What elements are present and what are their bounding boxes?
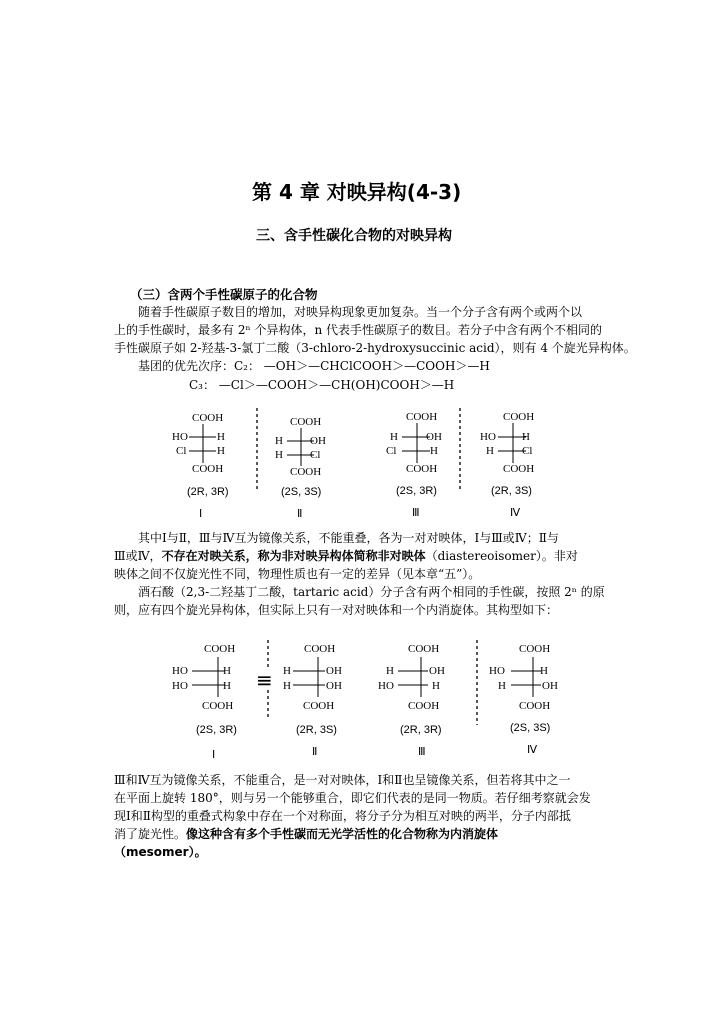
para3-line-1: Ⅲ和Ⅳ互为镜像关系，不能重合，是一对对映体，Ⅰ和Ⅱ也呈镜像关系，但若将其中之一 — [114, 773, 571, 787]
p3-r1-right: OH — [426, 431, 442, 443]
q4-r1-left: HO — [489, 665, 505, 677]
q4-top: COOH — [519, 643, 551, 655]
q4-r2-right: OH — [542, 680, 558, 692]
intro-line-2: 上的手性碳时，最多有 2ⁿ 个异构体，n 代表手性碳原子的数目。若分子中含有两个不相同的 — [114, 323, 603, 337]
priority-c3: C₃： —Cl＞—COOH＞—CH(OH)COOH＞—H — [189, 378, 455, 392]
p1-numeral: Ⅰ — [199, 508, 203, 520]
q2-r2-right: OH — [326, 680, 342, 692]
q1-top: COOH — [204, 643, 236, 655]
p2-bottom: COOH — [290, 466, 322, 478]
p3-bottom: COOH — [406, 463, 438, 475]
intro-line-3: 手性碳原子如 2-羟基-3-氯丁二酸（3-chloro-2-hydroxysuccinic acid），则有 4 个旋光异构体。 — [114, 341, 636, 355]
q2-r1-left: H — [283, 665, 291, 677]
q1-bottom: COOH — [202, 700, 234, 712]
para3-line-5-bold: （mesomer）。 — [114, 845, 207, 859]
p1-r2-left: Cl — [176, 445, 187, 457]
q3-r2-right: H — [432, 680, 440, 692]
q1-config: (2S, 3R) — [196, 724, 237, 736]
q2-r2-left: H — [283, 680, 291, 692]
q3-numeral: Ⅲ — [418, 746, 426, 758]
para2-line-4: 酒石酸（2,3-二羟基丁二酸，tartaric acid）分子含有两个相同的手性碳，按照 2ⁿ 的原 — [138, 585, 605, 599]
p1-r2-right: H — [217, 445, 225, 457]
para3-line-5 — [114, 842, 207, 862]
intro-line-1: 随着手性碳原子数目的增加，对映异构现象更加复杂。当一个分子含有两个或两个以 — [138, 305, 583, 319]
para2-line-2-b: （diastereoisomer）。非对 — [425, 549, 578, 563]
para2-line-2-bold: 不存在对映关系，称为非对映异构体简称非对映体 — [161, 549, 426, 563]
p2-numeral: Ⅱ — [297, 508, 303, 520]
q4-config: (2S, 3S) — [510, 722, 551, 734]
p4-r1-right: H — [522, 431, 530, 443]
para3-line-4-bold: 像这种含有多个手性碳而无光学活性的化合物称为内消旋体 — [186, 827, 499, 841]
p2-config: (2S, 3S) — [281, 486, 322, 498]
q2-r1-right: OH — [326, 665, 342, 677]
p4-r2-right: Cl — [522, 445, 533, 457]
p1-config: (2R, 3R) — [187, 486, 229, 498]
p4-r1-left: HO — [480, 431, 496, 443]
p3-r2-left: Cl — [386, 445, 397, 457]
para3-line-4 — [114, 824, 498, 844]
q1-r2-right: H — [223, 680, 231, 692]
p2-r1-left: H — [275, 435, 283, 447]
para3-line-4-a: 消了旋光性。 — [114, 827, 187, 841]
para2-line-1: 其中Ⅰ与Ⅱ，Ⅲ与Ⅳ互为镜像关系，不能重叠，各为一对对映体，Ⅰ与Ⅲ或Ⅳ；Ⅱ与 — [138, 531, 559, 545]
p3-numeral: Ⅲ — [412, 507, 420, 519]
p4-top: COOH — [503, 411, 535, 423]
p3-r2-right: H — [430, 445, 438, 457]
q4-bottom: COOH — [519, 700, 551, 712]
q2-numeral: Ⅱ — [312, 746, 318, 758]
p4-numeral: Ⅳ — [510, 507, 521, 519]
para2-line-5: 则，应有四个旋光异构体，但实际上只有一对对映体和一个内消旋体。其构型如下： — [114, 603, 559, 617]
subsection-heading: （三）含两个手性碳原子的化合物 — [130, 287, 318, 302]
q1-r1-left: HO — [172, 665, 188, 677]
p4-config: (2R, 3S) — [491, 485, 532, 497]
p1-r1-right: H — [217, 431, 225, 443]
p3-r1-left: H — [390, 431, 398, 443]
q4-numeral: Ⅳ — [527, 744, 538, 756]
p4-r2-left: H — [486, 445, 494, 457]
q2-config: (2R, 3S) — [296, 724, 337, 736]
para3-line-2: 在平面上旋转 180°，则与另一个能够重合，即它们代表的是同一物质。若仔细考察就会发 — [114, 791, 591, 805]
q4-r2-left: H — [498, 680, 506, 692]
p2-top: COOH — [290, 416, 322, 428]
priority-c2: 基团的优先次序：C₂： —OH＞—CHClCOOH＞—COOH＞—H — [138, 359, 490, 373]
q3-config: (2R, 3R) — [400, 724, 442, 736]
para2-line-3: 映体之间不仅旋光性不同，物理性质也有一定的差异（见本章“五”）。 — [114, 567, 481, 581]
q3-top: COOH — [408, 643, 440, 655]
equivalence-symbol: ≡ — [256, 668, 273, 692]
p1-top: COOH — [192, 412, 224, 424]
para2-line-2-a: Ⅲ或Ⅳ， — [114, 549, 162, 563]
q4-r1-right: H — [540, 665, 548, 677]
q1-r1-right: H — [223, 665, 231, 677]
p4-bottom: COOH — [503, 463, 535, 475]
q3-r1-left: H — [386, 665, 394, 677]
p3-top: COOH — [406, 411, 438, 423]
q3-bottom: COOH — [408, 700, 440, 712]
q2-top: COOH — [304, 643, 336, 655]
q3-r1-right: OH — [429, 665, 445, 677]
chapter-title: 第 4 章 对映异构(4-3) — [252, 180, 462, 204]
q1-r2-left: HO — [172, 680, 188, 692]
p2-r2-right: Cl — [310, 449, 321, 461]
q1-numeral: Ⅰ — [212, 749, 216, 761]
p1-bottom: COOH — [192, 463, 224, 475]
p2-r2-left: H — [275, 449, 283, 461]
p2-r1-right: OH — [310, 435, 326, 447]
q3-r2-left: HO — [378, 680, 394, 692]
p3-config: (2S, 3R) — [396, 485, 437, 497]
section-title: 三、含手性碳化合物的对映异构 — [256, 228, 452, 244]
para3-line-3: 现Ⅰ和Ⅱ构型的重叠式构象中存在一个对称面，将分子分为相互对映的两半，分子内部抵 — [114, 809, 571, 823]
q2-bottom: COOH — [303, 700, 335, 712]
p1-r1-left: HO — [172, 431, 188, 443]
